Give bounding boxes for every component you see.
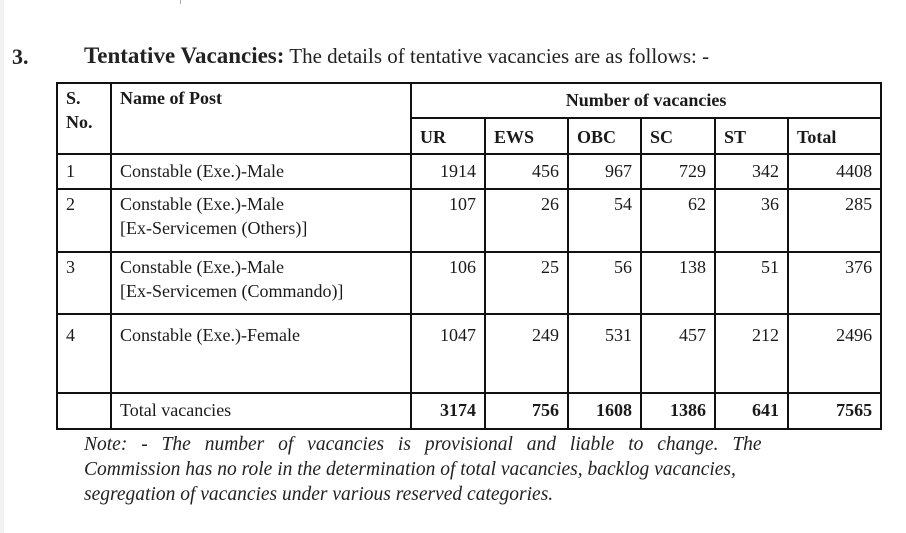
cell-ur: 1047 [411,314,485,393]
section-number: 3. [12,44,29,69]
cell-ews: 249 [485,314,568,393]
header-col-total: Total [788,118,881,154]
cell-ews: 25 [485,252,568,314]
cell-obc: 54 [568,189,641,252]
cell-st: 51 [715,252,788,314]
cell-obc: 531 [568,314,641,393]
cell-ews: 456 [485,154,568,189]
cell-total: 4408 [788,154,881,189]
header-col-obc: OBC [568,118,641,154]
total-total: 7565 [788,393,881,429]
post-name-line1: Constable (Exe.)-Male [120,257,284,277]
cell-ur: 106 [411,252,485,314]
cell-sc: 729 [641,154,715,189]
section-title: Tentative Vacancies: [84,43,285,68]
page-edge [0,0,4,533]
table-row [57,154,881,189]
total-row [57,393,881,429]
section-heading [84,43,709,69]
cell-ur: 107 [411,189,485,252]
post-name-line1: Constable (Exe.)-Male [120,161,284,181]
row-post-name [111,314,411,393]
cell-total: 376 [788,252,881,314]
note-line-1: Note: - The number of vacancies is provisional and liable to change. The [84,434,762,455]
table-row [57,314,881,393]
vacancy-note [84,432,906,507]
row-sno: 4 [57,314,111,393]
header-row-top [57,83,881,118]
row-post-name [111,189,411,252]
header-col-ews: EWS [485,118,568,154]
cell-total: 285 [788,189,881,252]
header-col-st: ST [715,118,788,154]
post-name-line1: Constable (Exe.)-Male [120,194,284,214]
row-sno: 1 [57,154,111,189]
row-post-name [111,154,411,189]
post-name-line2: [Ex-Servicemen (Others)] [120,218,308,238]
total-label: Total vacancies [111,393,411,429]
cell-sc: 138 [641,252,715,314]
vacancies-table [56,82,882,430]
cell-total: 2496 [788,314,881,393]
cell-obc: 56 [568,252,641,314]
row-sno: 2 [57,189,111,252]
cell-st: 342 [715,154,788,189]
cell-st: 36 [715,189,788,252]
total-ur: 3174 [411,393,485,429]
total-ews: 756 [485,393,568,429]
cell-sc: 62 [641,189,715,252]
table-row [57,189,881,252]
note-line-2: Commission has no role in the determination of total vacancies, backlog vacancies, [84,459,736,480]
total-st: 641 [715,393,788,429]
header-name-of-post: Name of Post [111,83,411,154]
total-obc: 1608 [568,393,641,429]
section-intro: The details of tentative vacancies are as follows: - [284,44,710,68]
page-mark [180,0,181,4]
total-sc: 1386 [641,393,715,429]
row-sno: 3 [57,252,111,314]
note-line-3: segregation of vacancies under various reserved categories. [84,484,554,505]
total-sno-empty [57,393,111,429]
cell-ur: 1914 [411,154,485,189]
header-number-of-vacancies: Number of vacancies [411,83,881,118]
row-post-name [111,252,411,314]
header-col-sc: SC [641,118,715,154]
cell-ews: 26 [485,189,568,252]
header-col-ur: UR [411,118,485,154]
post-name-line2: [Ex-Servicemen (Commando)] [120,281,344,301]
post-name-line1: Constable (Exe.)-Female [120,325,300,345]
table-row [57,252,881,314]
cell-obc: 967 [568,154,641,189]
header-sno: S. No. [57,83,111,154]
cell-sc: 457 [641,314,715,393]
cell-st: 212 [715,314,788,393]
